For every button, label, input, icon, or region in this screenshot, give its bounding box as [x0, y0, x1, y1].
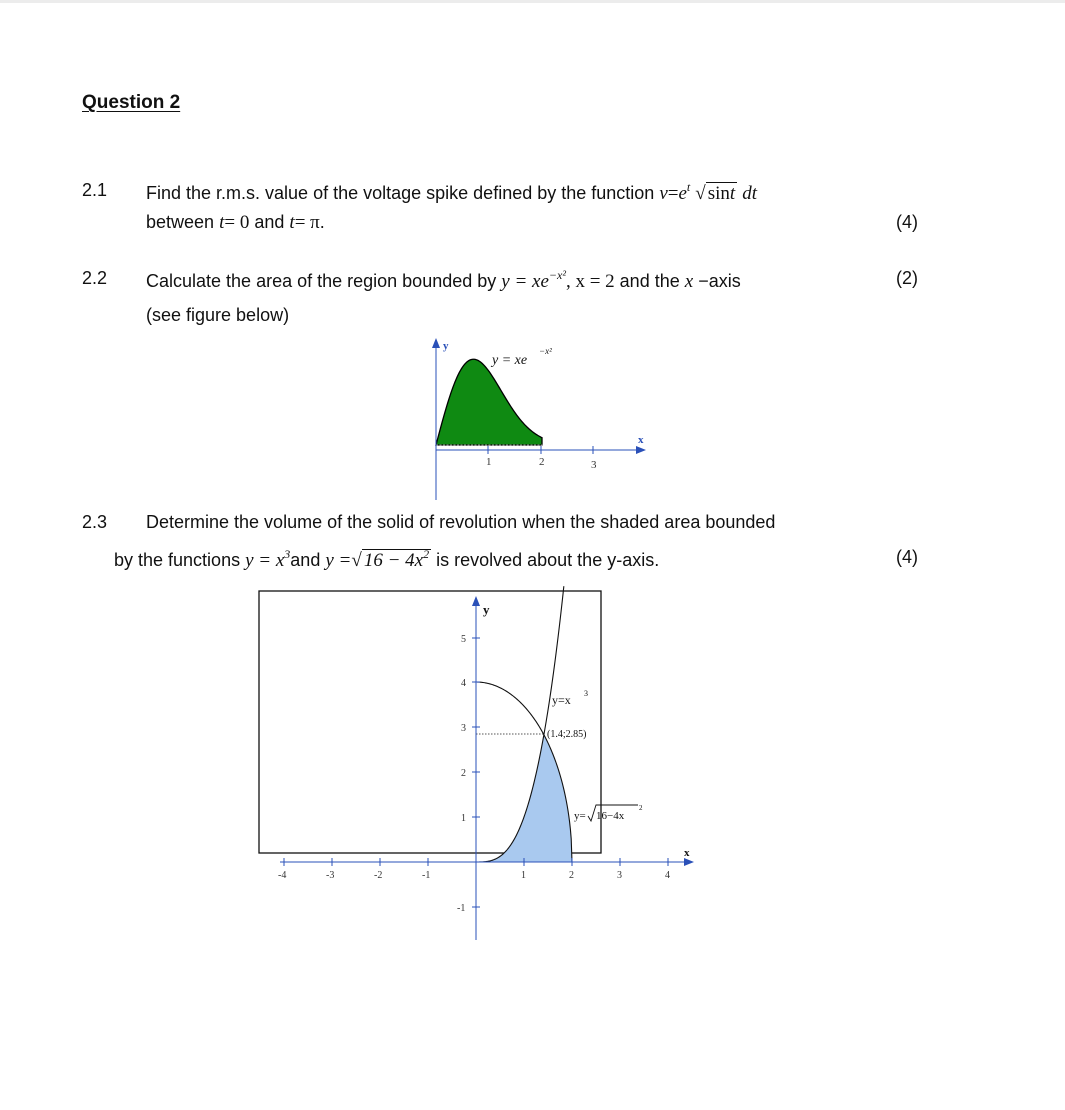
q21-marks: (4) [896, 212, 918, 232]
figure2-xlabel-m2: -2 [374, 870, 383, 881]
q23-f2-body [362, 549, 431, 570]
figure1-graph [420, 332, 660, 502]
figure2-ylabel-1: 1 [461, 813, 466, 824]
figure2-x-tick-labels [278, 870, 670, 881]
q21-t2: t [289, 212, 295, 233]
figure2-graph [250, 586, 710, 948]
figure2-xlabel-m4: -4 [278, 870, 287, 881]
q22-text [146, 268, 741, 293]
figure2-xlabel-3: 3 [617, 870, 622, 881]
q21-sin: sin [707, 183, 730, 204]
figure2-xlabel-m1: -1 [422, 870, 431, 881]
q21-formula-eq: = [667, 183, 679, 204]
figure1-curve-label-exp: −x² [539, 346, 552, 356]
q21-text-a: Find the r.m.s. value of the voltage spike defined by the function [146, 183, 655, 203]
q21-formula-exp: t [686, 180, 691, 194]
q21-text-line2 [146, 212, 325, 234]
q21-dt: dt [742, 183, 757, 204]
q21-text [146, 180, 757, 205]
q21-formula-e: e [678, 183, 687, 204]
figure1-y-label: y [443, 340, 449, 352]
q23-text-line2 [114, 547, 659, 572]
q21-sqrt-body [706, 182, 737, 203]
figure2-x-arrow [684, 858, 694, 866]
figure2-xlabel-m3: -3 [326, 870, 335, 881]
q23-text-a: Determine the volume of the solid of revolution when the shaded area bounded [146, 512, 776, 532]
q21-number: 2.1 [82, 180, 108, 200]
figure1-y-arrow [432, 338, 440, 348]
q21-formula-v: v [659, 183, 668, 204]
figure1-xtick-label-2: 2 [539, 456, 545, 468]
q22-number: 2.2 [82, 268, 108, 288]
q23-text-b: by the functions [114, 550, 241, 570]
figure1-curve-label: y = xe [492, 353, 528, 368]
figure2-xlabel-4: 4 [665, 870, 670, 881]
q22-formula-y: y = xe [501, 271, 549, 292]
q21-eq0: = 0 [224, 212, 250, 233]
q21-t1: t [219, 212, 225, 233]
q22-x-var: x [684, 271, 694, 292]
q22-formula-exp: −x² [548, 268, 566, 282]
q23-text-c: is revolved about the y-axis. [436, 550, 660, 570]
q21-between: between [146, 212, 215, 232]
figure2-root-label-lhs: y= [574, 810, 586, 822]
q21-and: and [254, 212, 285, 232]
q23-f1: y = x [245, 550, 285, 571]
figure1-xtick-label-1: 1 [486, 456, 492, 468]
figure2-y-label: y [483, 602, 490, 617]
page-top-border [0, 0, 1065, 3]
figure2-shaded-region [476, 733, 572, 862]
q23-marks: (4) [896, 547, 918, 567]
figure2-cubic-label: y=x [552, 693, 571, 707]
q22-note: (see figure below) [146, 305, 290, 325]
q23-f2-exp: 2 [423, 547, 430, 561]
q21-period: . [319, 212, 325, 232]
q21-sin-arg: t [729, 183, 736, 204]
figure2-intersection-label: (1.4;2.85) [547, 729, 587, 740]
q21-eqpi: = π [294, 212, 320, 233]
q23-f2-sqrt: √ [351, 550, 362, 571]
figure2-y-tick-labels [457, 634, 466, 914]
figure2-x-label: x [684, 847, 690, 859]
q22-text-b: and the [619, 271, 680, 291]
figure2-ylabel-2: 2 [461, 768, 466, 779]
figure2-root-label-exp: 2 [639, 804, 643, 812]
figure2-cubic-label-exp: 3 [584, 689, 588, 698]
figure1-shaded-region [436, 359, 542, 445]
figure1-x-arrow [636, 446, 646, 454]
q23-and: and [290, 550, 321, 570]
figure2-y-arrow [472, 596, 480, 606]
figure2-ylabel-3: 3 [461, 723, 466, 734]
figure2-ylabel-4: 4 [461, 678, 466, 689]
q23-f2-inner: 16 − 4x [363, 550, 424, 571]
figure2-ylabel-5: 5 [461, 634, 466, 645]
figure1-xtick-label-3: 3 [591, 459, 597, 471]
q22-marks: (2) [896, 268, 918, 288]
q23-number: 2.3 [82, 512, 108, 532]
figure1-x-label: x [638, 434, 644, 446]
q22-axis: −axis [698, 271, 741, 291]
q22-text-a: Calculate the area of the region bounded by [146, 271, 497, 291]
question-heading: Question 2 [82, 92, 181, 113]
figure2-xlabel-1: 1 [521, 870, 526, 881]
figure2-root-label-inner: 16−4x [596, 810, 625, 822]
q22-formula-x2: , x = 2 [565, 271, 615, 292]
q21-sqrt-symbol: √ [695, 183, 706, 204]
figure2-ylabel-m1: -1 [457, 903, 466, 914]
q23-f2-lhs: y = [325, 550, 352, 571]
q23-f1-exp: 3 [284, 547, 291, 561]
figure2-xlabel-2: 2 [569, 870, 574, 881]
